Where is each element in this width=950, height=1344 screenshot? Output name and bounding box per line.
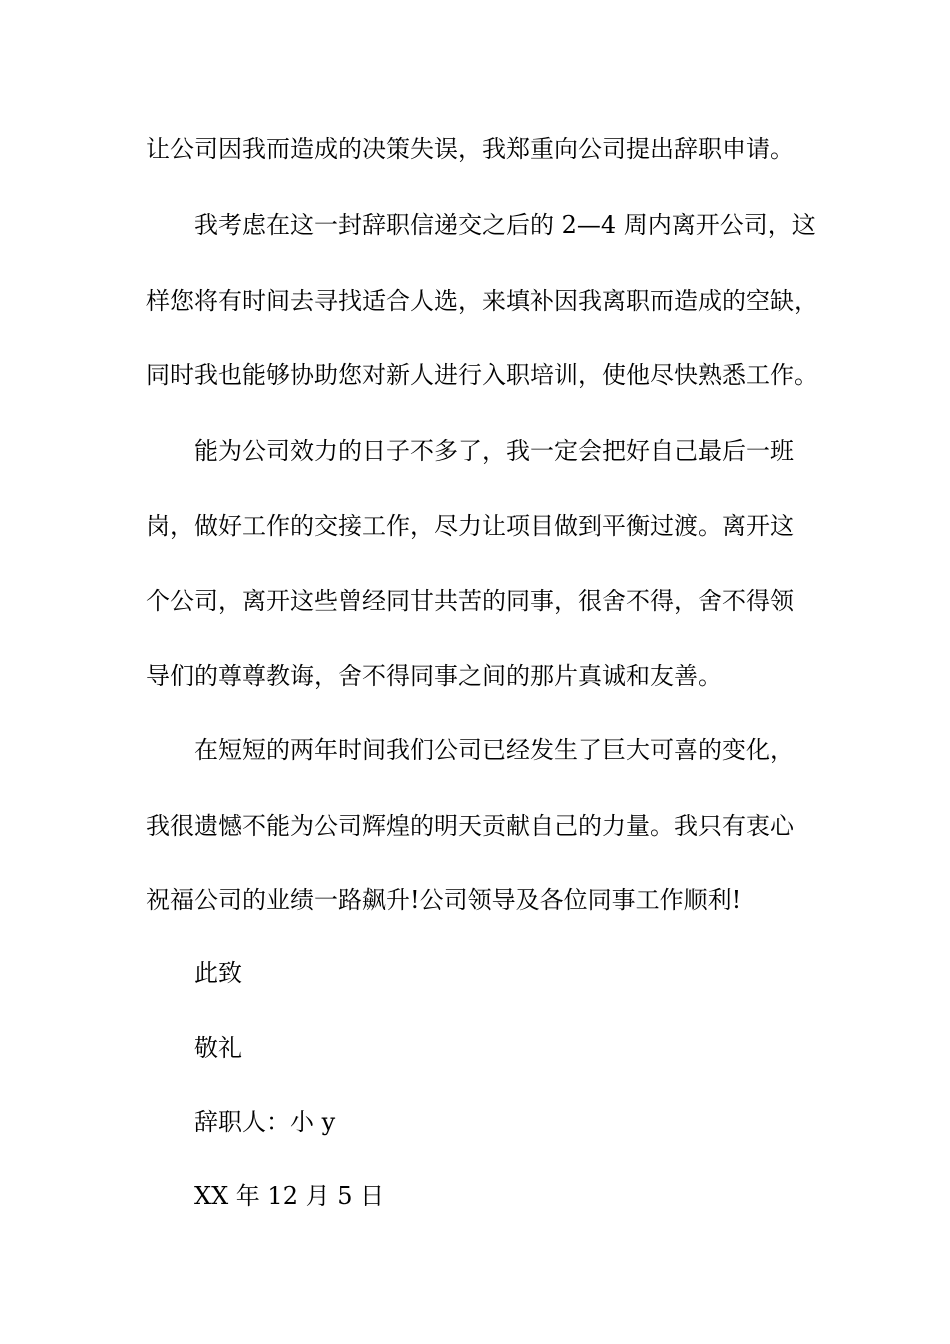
text-line: 个公司，离开这些曾经同甘共苦的同事，很舍不得，舍不得领 [146,587,794,615]
text-line: 岗，做好工作的交接工作，尽力让项目做到平衡过渡。离开这 [146,512,794,540]
text-line: 样您将有时间去寻找适合人选，来填补因我离职而造成的空缺， [146,287,818,315]
text-line: 同时我也能够协助您对新人进行入职培训，使他尽快熟悉工作。 [146,361,818,389]
text-line: 在短短的两年时间我们公司已经发生了巨大可喜的变化， [194,736,794,764]
text-line: 能为公司效力的日子不多了，我一定会把好自己最后一班 [194,437,794,465]
text-line: 让公司因我而造成的决策失误，我郑重向公司提出辞职申请。 [146,135,794,163]
date-line: XX 年 12 月 5 日 [194,1182,385,1210]
text-line: 我考虑在这一封辞职信递交之后的 2—4 周内离开公司，这 [194,211,816,239]
signature-line: 辞职人：小 y [194,1108,336,1136]
text-line: 祝福公司的业绩一路飙升!公司领导及各位同事工作顺利! [146,886,742,914]
closing-regards: 敬礼 [194,1034,242,1062]
text-line: 导们的尊尊教诲，舍不得同事之间的那片真诚和友善。 [146,662,722,690]
text-line: 我很遗憾不能为公司辉煌的明天贡献自己的力量。我只有衷心 [146,812,794,840]
closing-salutation: 此致 [194,959,242,987]
